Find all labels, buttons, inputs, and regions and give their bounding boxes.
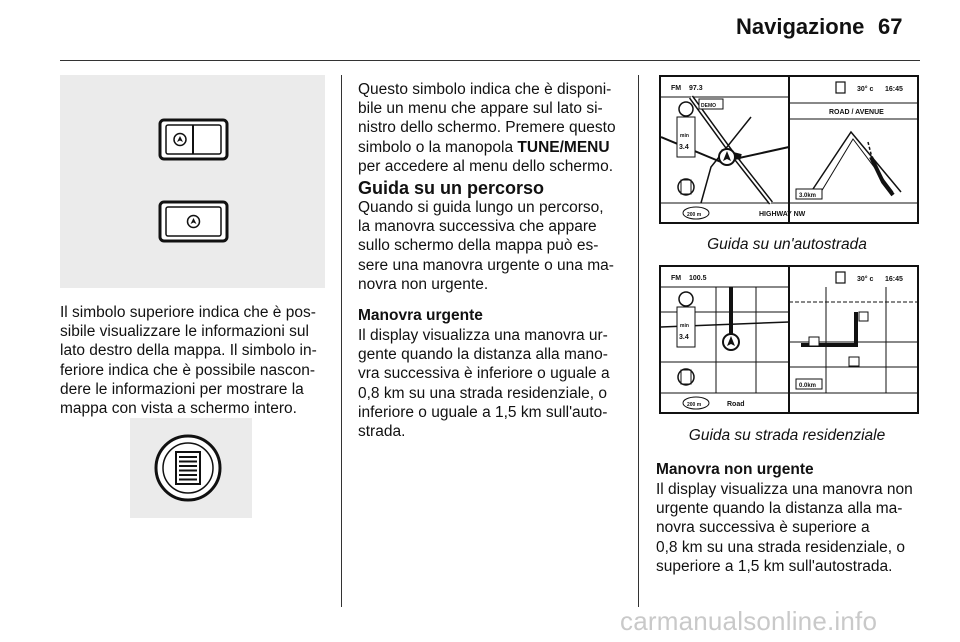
caption-residential: Guida su strada residenziale <box>688 427 886 444</box>
urgent-maneuver-heading: Manovra urgente <box>358 307 483 324</box>
watermark: carmanualsonline.info <box>620 606 878 636</box>
map2-temperature: 30° c <box>857 276 874 283</box>
map2-distance: 3.4 <box>679 334 689 341</box>
map1-info-label: ROAD / AVENUE <box>829 109 884 116</box>
map2-street: Road <box>727 401 745 408</box>
map2-distance-unit: min <box>680 323 689 329</box>
map1-distance: 3.4 <box>679 144 689 151</box>
non-urgent-maneuver-heading: Manovra non urgente <box>656 461 814 478</box>
map1-scale: 200 m <box>687 212 702 218</box>
menu-list-icon <box>130 418 252 518</box>
caption-highway: Guida su un'autostrada <box>707 236 867 253</box>
map1-clock: 16:45 <box>885 86 903 93</box>
menu-description-end: per accedere al menu dello schermo. <box>358 157 614 175</box>
highway-map-screen <box>659 75 919 224</box>
map2-distance-right: 0.0km <box>799 383 817 389</box>
map1-street: HIGHWAY NW <box>759 211 806 218</box>
page-number: 67 <box>878 14 903 39</box>
map2-clock: 16:45 <box>885 276 903 283</box>
map1-distance-right: 3.0km <box>799 193 817 199</box>
menu-symbol-figure <box>130 418 252 518</box>
column-divider-left <box>341 75 342 607</box>
map1-band: FM <box>671 85 682 92</box>
route-guidance-text: Quando si guida lungo un percorso, la manovra successiva che appare sullo schermo della mappa può es- sere una manovra urgente o una ma- novra non urgente. <box>358 199 614 293</box>
urgent-maneuver-text: Il display visualizza una manovra ur- gente quando la distanza alla mano- vra successiva è inferiore o uguale a 0,8 km su una strada residenziale, o inferiore o uguale a 1,5 km sull'auto- strada. <box>358 327 610 441</box>
map1-frequency: 97.3 <box>689 85 703 92</box>
full-screen-symbol-icon <box>60 75 325 288</box>
tune-menu-label: TUNE/MENU <box>517 138 610 156</box>
column-divider-right <box>638 75 639 607</box>
map2-band: FM <box>671 275 682 282</box>
symbols-description: Il simbolo superiore indica che è pos- sibile visualizzare le informazioni sul lato destro della mappa. Il simbolo in- feriore indica che è possibile nascon- dere le informazioni per mostrare la mappa con vista a schermo intero. <box>60 304 317 418</box>
residential-map-graphic <box>661 267 917 412</box>
non-urgent-maneuver-text: Il display visualizza una manovra non urgente quando la distanza alla ma- novra successiva è superiore a 0,8 km su una strada residenziale, o superiore a 1,5 km sull'autostrada. <box>656 481 913 575</box>
highway-map-graphic <box>661 77 917 222</box>
section-heading-route: Guida su un percorso <box>358 178 545 198</box>
map1-distance-unit: min <box>680 133 689 139</box>
page-title: Navigazione <box>736 14 865 39</box>
residential-map-screen <box>659 265 919 414</box>
header-divider <box>60 60 920 61</box>
menu-symbol-description <box>358 80 633 176</box>
map2-frequency: 100.5 <box>689 275 707 282</box>
map2-scale: 200 m <box>687 402 702 408</box>
menu-description-text: Questo simbolo indica che è disponi- bile un menu che appare sul lato si- nistro dello schermo. Premere questo simbolo o la manopola <box>358 81 616 156</box>
map1-demo: DEMO <box>701 103 716 109</box>
map1-temperature: 30° c <box>857 86 874 93</box>
map-symbols-figure <box>60 75 325 288</box>
